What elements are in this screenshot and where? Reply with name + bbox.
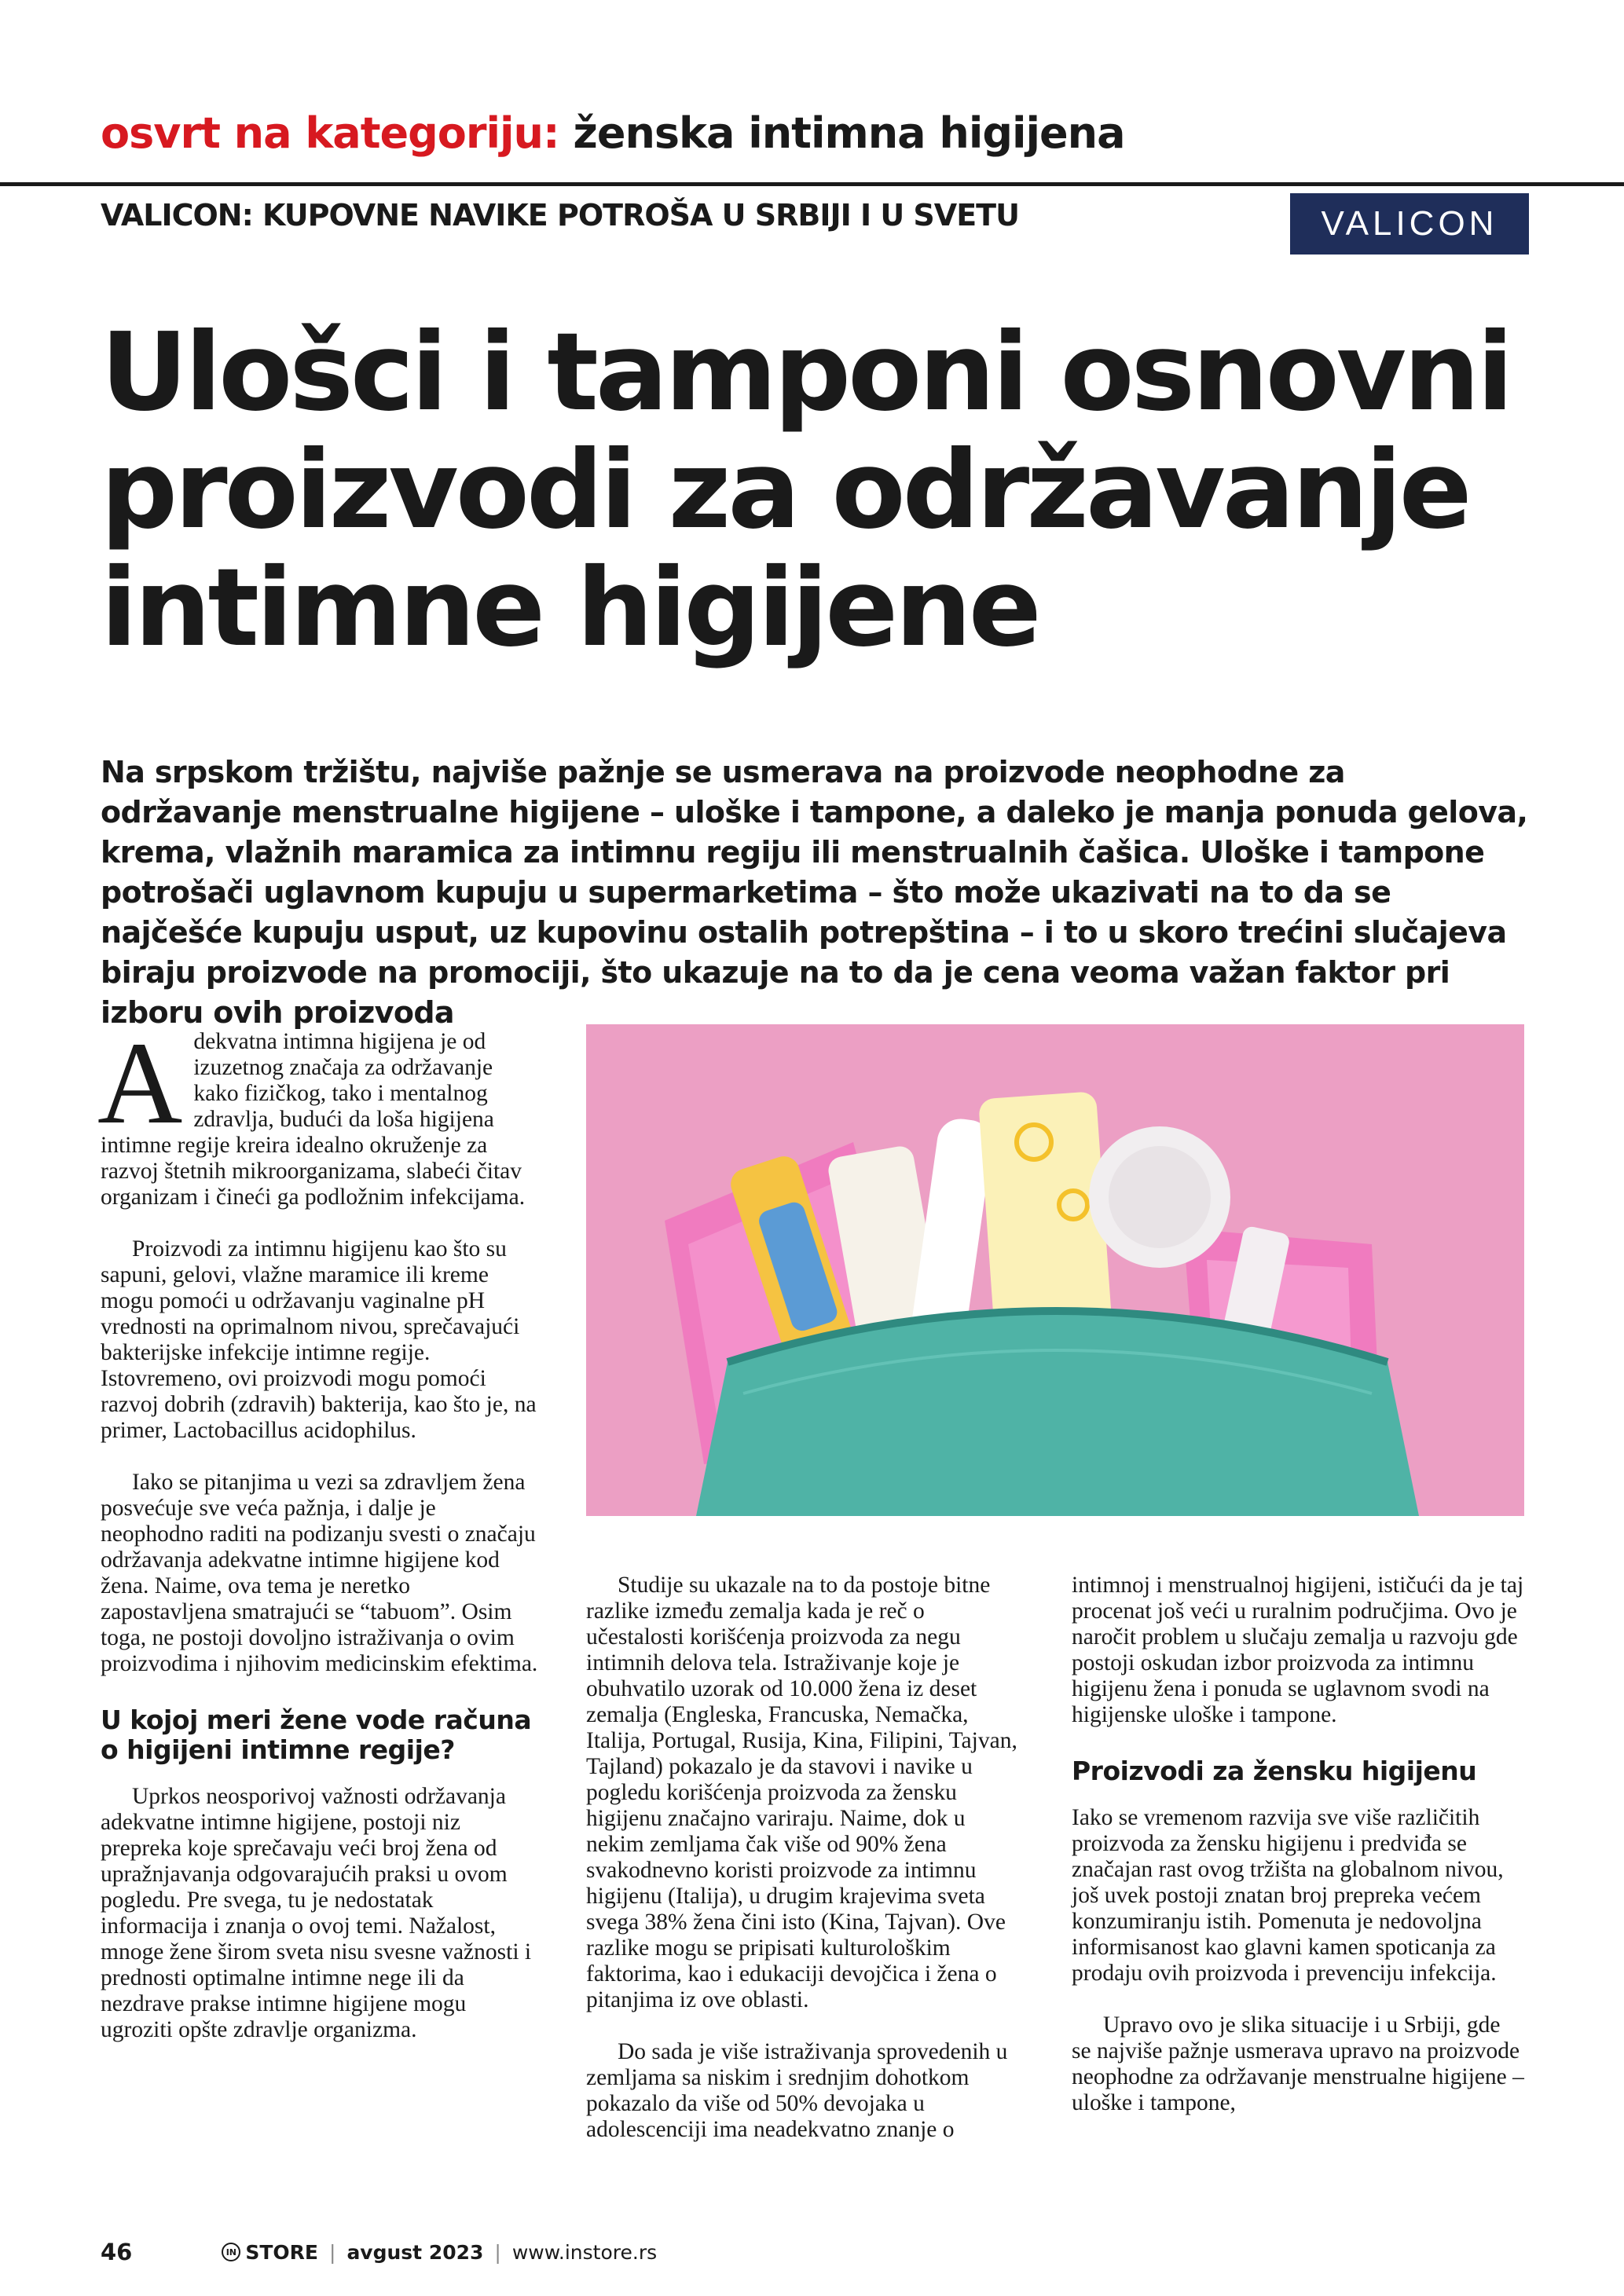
article-title: Ulošci i tamponi osnovni proizvodi za održavanje intimne higijene <box>101 310 1511 671</box>
article-lead: Na srpskom tržištu, najviše pažnje se usmerava na proizvode neophodne za održavanje menstrualne higijene – uloške i tampone, a daleko je manja ponuda gelova, krema, vlažnih maramica za intimnu regiju ili menstrualnih čašica. Uloške i tampone potrošači uglavnom kupuju u supermarketima – što može ukazivati na to da se najčešće kupuju usput, uz kupovinu ostalih potrepština – i to u skoro trećini slučajeva biraju proizvode na promociji, što ukazuje na to da je cena veoma važan faktor pri izboru ovih proizvoda <box>101 755 1528 1030</box>
article-photo <box>586 1024 1524 1516</box>
brand <box>222 2241 318 2264</box>
kicker-category: osvrt na kategoriju: <box>101 108 559 158</box>
hygiene-products-illustration <box>586 1024 1524 1516</box>
page-footer <box>101 2239 657 2265</box>
paragraph: Studije su ukazale na to da postoje bitne razlike između zemalja kada je reč o učestalosti korišćenja proizvoda za negu intimnih delova tela. Istraživanje koje je obuhvatilo uzorak od 10.000 žena iz deset zemalja (Engleska, Francuska, Nemačka, Italija, Portugal, Rusija, Kina, Filipini, Tajvan, Tajland) pokazalo je da stavovi i navike u pogledu korišćenja proizvoda za žensku higijenu značajno variraju. Naime, dok u nekim zemljama čak više od 90% žena svakodnevno koristi proizvode za intimnu higijenu (Italija), u drugim krajevima sveta svega 38% žena čini isto (Kina, Tajvan). Ove razlike mogu se pripisati kulturološkim faktorima, kao i edukaciji devojčica i žena o pitanjima iz ove oblasti. <box>586 1573 1017 2012</box>
paragraph: Iako se pitanjima u vezi sa zdravljem žena posvećuje sve veća pažnja, i dalje je neophodno raditi na podizanju svesti o značaju održavanja adekvatne intimne higijene kod žena. Naime, ova tema je neretko zapostavljena smatrajući se “tabuom”. Osim toga, ne postoji dovoljno istraživanja o ovim proizvodima i njihovim medicinskim efektima. <box>101 1470 538 1676</box>
drop-cap: A <box>97 1018 183 1148</box>
header-rule <box>0 182 1624 186</box>
issue-date: avgust 2023 <box>346 2240 484 2264</box>
instore-logo-icon: IN <box>222 2243 240 2261</box>
column-2 <box>586 1573 1026 2143</box>
paragraph: Uprkos neosporivoj važnosti održavanja adekvatne intimne higijene, postoji niz prepreka koje sprečavaju veći broj žena od upražnjavanja odgovarajućih praksi u ovom pogledu. Pre svega, tu je nedostatak informacija i znanja o ovoj temi. Nažalost, mnoge žene širom sveta nisu svesne važnosti i prednosti optimalne intimne nege ili da nezdrave prakse intimne higijene mogu ugroziti opšte zdravlje organizma. <box>101 1784 532 2042</box>
kicker-topic: ženska intimna higijena <box>559 108 1125 158</box>
paragraph: Iako se vremenom razvija sve više različitih proizvoda za žensku higijenu i predviđa se značajan rast ovog tržišta na globalnom nivou, još uvek postoji znatan broj prepreka većem konzumiranju istih. Pomenuta je nedovoljna informisanost kao glavni kamen spoticanja za prodaju ovih proizvoda i prevenciju infekcija. <box>1072 1805 1504 1986</box>
page-number: 46 <box>101 2239 133 2265</box>
paragraph-text: dekvatna intimna higijena je od izuzetnog značaja za održavanje kako fizičkog, tako i mentalnog zdravlja, budući da loša higijena intimne regije kreira idealno okruženje za razvoj štetnih mikroorganizama, slabeći čitav organizam i čineći ga podložnim infekcijama. <box>101 1029 526 1210</box>
paragraph: Do sada je više istraživanja sprovedenih u zemljama sa niskim i srednjim dohotkom pokazalo da više od 50% devojaka u adolescenciji ima neadekvatno znanje o <box>586 2039 1008 2142</box>
separator: | <box>329 2240 336 2264</box>
paragraph: Proizvodi za intimnu higijenu kao što su sapuni, gelovi, vlažne maramice ili kreme mogu pomoći u održavanju vaginalne pH vrednosti na oprimalnom nivou, sprečavajući bakterijske infekcije intimne regije. Istovremeno, ovi proizvodi mogu pomoći razvoj dobrih (zdravih) bakterija, kao što je, na primer, Lactobacillus acidophilus. <box>101 1236 537 1443</box>
brand-name: STORE <box>245 2240 318 2264</box>
paragraph: intimnoj i menstrualnoj higijeni, ističući da je taj procenat još veći u ruralnim područjima. Ovo je naročit problem u slučaju zemalja u razvoju gde postoji oskudan izbor proizvoda za intimnu higijenu žena i ponuda se uglavnom svodi na higijenske uloške i tampone. <box>1072 1573 1524 1727</box>
paragraph <box>97 1018 541 1210</box>
subhead: VALICON: KUPOVNE NAVIKE POTROŠA U SRBIJI I U SVETU <box>101 198 1019 233</box>
valicon-logo: VALICON <box>1290 193 1529 255</box>
section-heading: U kojoj meri žene vode računa o higijeni intimne regije? <box>101 1705 532 1765</box>
section-kicker <box>101 108 1125 158</box>
column-3 <box>1072 1573 1524 2116</box>
paragraph: Upravo ovo je slika situacije i u Srbiji, gde se najviše pažnje usmerava upravo na proizvode neophodne za održavanje menstrualne higijene – uloške i tampone, <box>1072 2012 1524 2115</box>
column-1 <box>97 1018 541 2043</box>
section-heading: Proizvodi za žensku higijenu <box>1072 1756 1477 1786</box>
website-link[interactable]: www.instore.rs <box>511 2240 658 2264</box>
separator: | <box>494 2240 501 2264</box>
